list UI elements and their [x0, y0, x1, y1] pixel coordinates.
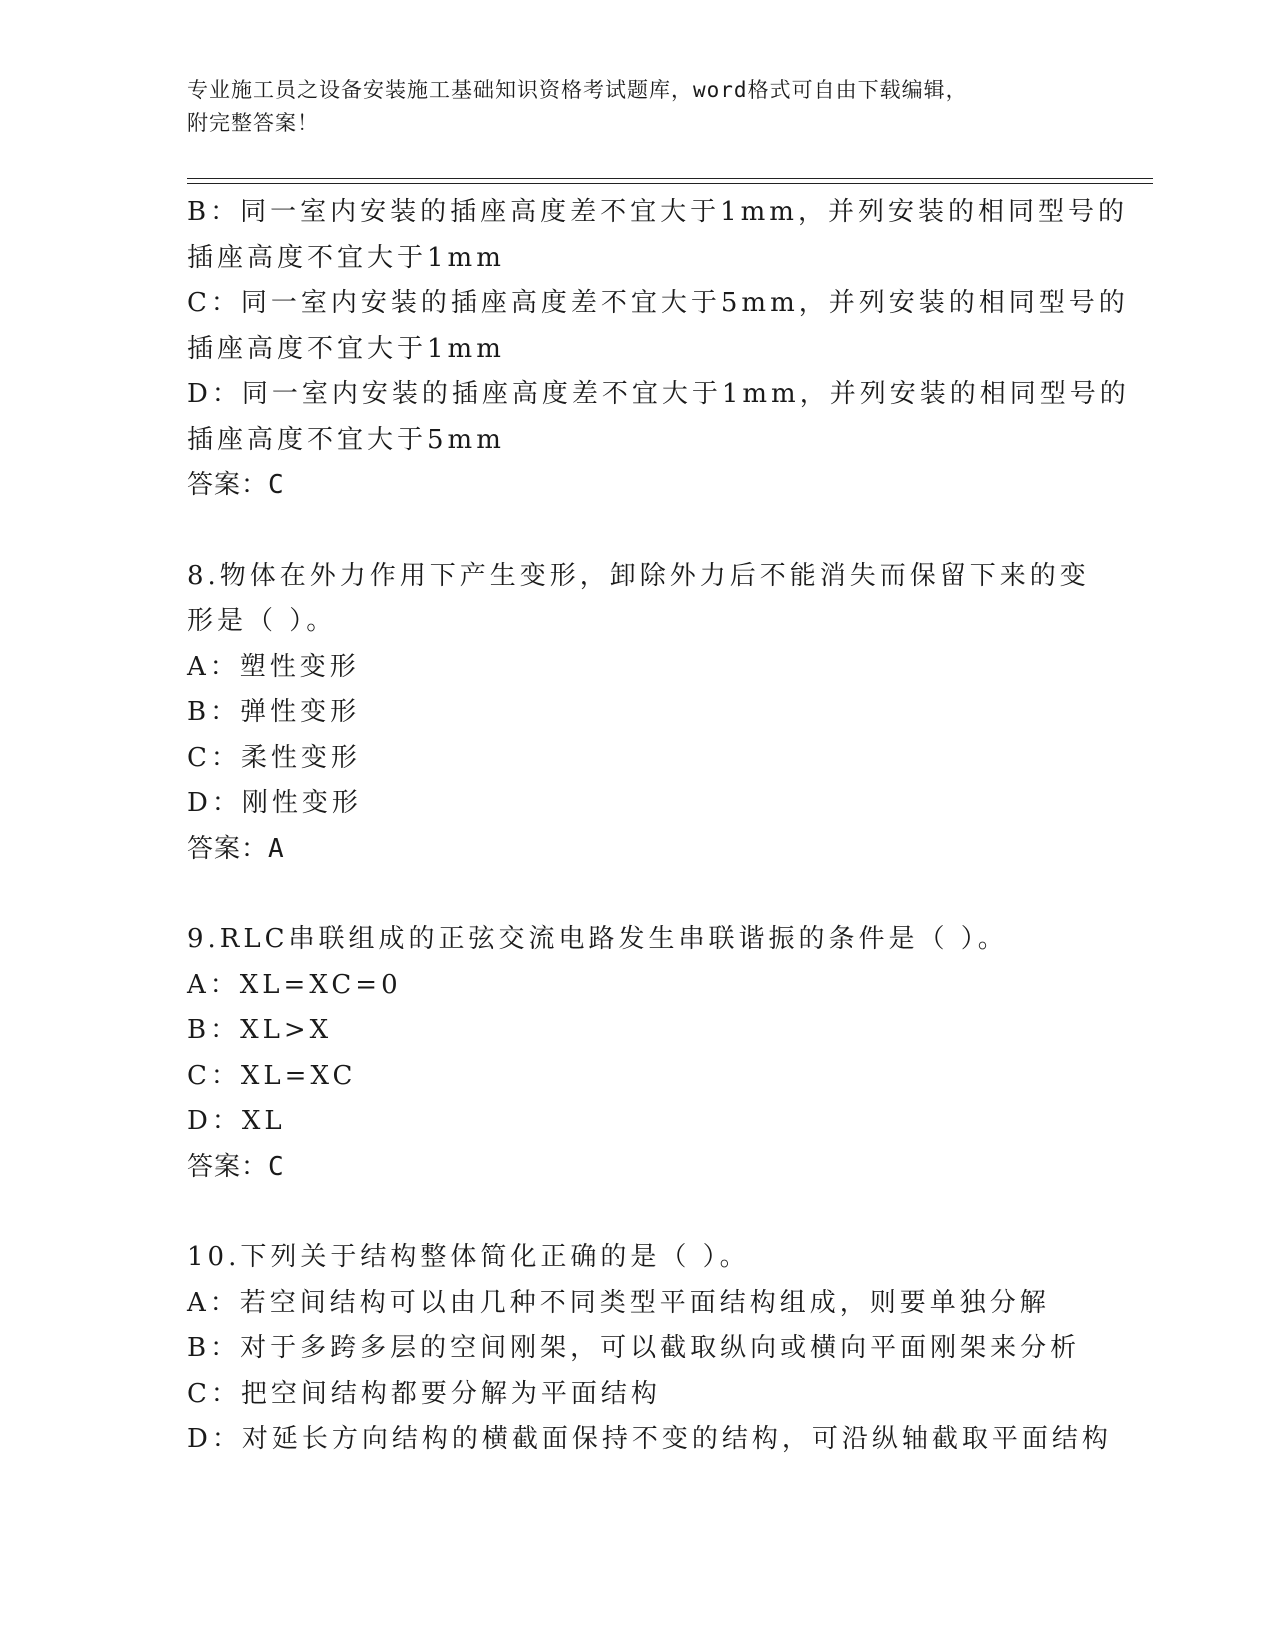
header-divider-top [187, 178, 1153, 179]
q7-option-c-line-1: C：同一室内安装的插座高度差不宜大于5mm，并列安装的相同型号的 [187, 288, 1129, 318]
spacer [187, 1190, 1087, 1235]
question-10 [187, 1235, 1112, 1463]
q8-stem-line-1: 8.物体在外力作用下产生变形，卸除外力后不能消失而保留下来的变 [187, 560, 1090, 591]
q8-answer: 答案：A [187, 833, 285, 864]
q8-stem-line-2: 形是（ ）。 [187, 606, 337, 636]
q8-option-a: A：塑性变形 [187, 651, 360, 682]
q9-answer: 答案：C [187, 1151, 285, 1182]
q7-answer: 答案：C [187, 470, 285, 500]
q7-option-d-line-2: 插座高度不宜大于5mm [187, 424, 505, 455]
q8-option-d: D：刚性变形 [187, 788, 362, 818]
question-9 [187, 917, 1087, 1190]
q8-option-c: C：柔性变形 [187, 742, 361, 773]
question-8 [187, 554, 1090, 873]
header-divider-bottom [187, 183, 1153, 184]
q7-option-b-line-1: B：同一室内安装的插座高度差不宜大于1mm，并列安装的相同型号的 [187, 197, 1128, 227]
document-header [187, 74, 1087, 140]
question-content [187, 190, 1130, 1463]
q10-stem: 10.下列关于结构整体简化正确的是（ ）。 [187, 1242, 750, 1272]
q8-option-b: B：弹性变形 [187, 697, 361, 727]
q9-stem: 9.RLC串联组成的正弦交流电路发生串联谐振的条件是（ ）。 [187, 924, 1008, 954]
q10-option-d: D：对延长方向结构的横截面保持不变的结构，可沿纵轴截取平面结构 [187, 1424, 1112, 1454]
q7-option-d-line-1: D：同一室内安装的插座高度差不宜大于1mm，并列安装的相同型号的 [187, 379, 1130, 409]
q10-option-b: B：对于多跨多层的空间刚架，可以截取纵向或横向平面刚架来分析 [187, 1333, 1081, 1363]
header-line-2: 附完整答案！ [187, 111, 319, 135]
q9-option-a: A：XL=XC=0 [187, 969, 402, 1000]
q10-option-a: A：若空间结构可以由几种不同类型平面结构组成，则要单独分解 [187, 1287, 1050, 1318]
question-7 [187, 190, 1130, 509]
header-line-1: 专业施工员之设备安装施工基础知识资格考试题库，word格式可自由下载编辑， [187, 78, 968, 102]
q7-option-b-line-2: 插座高度不宜大于1mm [187, 242, 505, 273]
q10-option-c: C：把空间结构都要分解为平面结构 [187, 1378, 661, 1409]
q9-option-b: B：XL>X [187, 1015, 333, 1045]
q9-option-c: C：XL=XC [187, 1060, 357, 1091]
q7-option-c-line-2: 插座高度不宜大于1mm [187, 333, 505, 364]
spacer [187, 872, 1087, 917]
q9-option-d: D：XL [187, 1106, 286, 1136]
spacer [187, 509, 1087, 554]
